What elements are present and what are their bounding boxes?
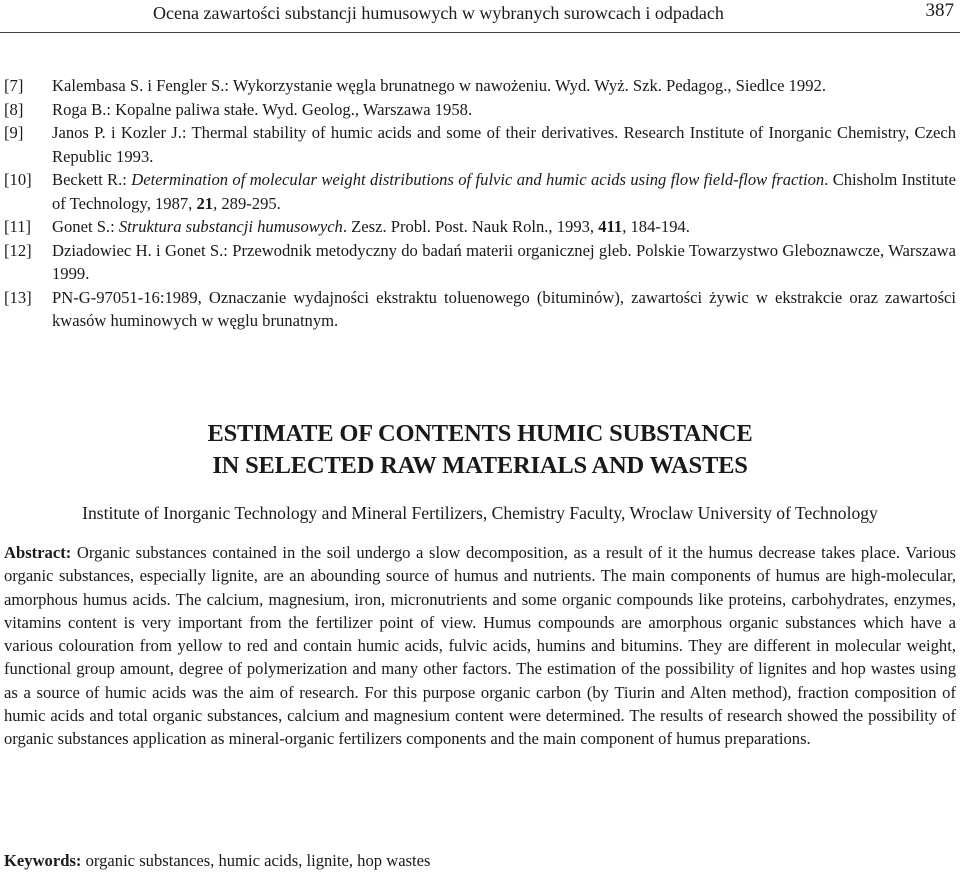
reference-number: [12] [4, 240, 32, 260]
reference-list [4, 74, 956, 333]
affiliation: Institute of Inorganic Technology and Mineral Fertilizers, Chemistry Faculty, Wroclaw University of Technology [82, 503, 878, 523]
reference-number: [8] [4, 99, 24, 119]
running-title: Ocena zawartości substancji humusowych w wybranych surowcach i odpadach [153, 3, 724, 23]
paper-title-line: IN SELECTED RAW MATERIALS AND WASTES [212, 452, 748, 479]
reference-item [4, 168, 956, 215]
keywords-text: organic substances, humic acids, lignite, hop wastes [85, 851, 431, 870]
reference-text: Janos P. i Kozler J.: Thermal stability of humic acids and some of their derivatives. Research Institute of Inorganic Chemistry, Czech Republic 1993. [52, 123, 956, 166]
abstract-text: Organic substances contained in the soil undergo a slow decomposition, as a result of it the humus decrease takes place. Various organic substances, especially lignite, are an abounding source of humus and nutrients. The main components of humus are high-molecular, amorphous humus acids. The calcium, magnesium, iron, micronutrients and some organic compounds like proteins, carbohydrates, enzymes, vitamins content is very important from the fertilizer point of view. Humus compounds are amorphous organic substances which have a various colouration from yellow to red and contain humic acids, fulvic acids, humins and bitumins. They are different in molecular weight, functional group amount, degree of polymerization and many other factors. The estimation of the possibility of lignites and hop wastes using as a source of humic acids was the aim of research. For this purpose organic carbon (by Tiurin and Alten method), fraction composition of humic acids and total organic substances, calcium and magnesium content were determined. The results of research showed the possibility of organic substances application as mineral-organic fertilizers components and the main component of humus preparations. [4, 543, 956, 749]
paper-title [0, 418, 960, 482]
reference-pages: , 184-194. [622, 217, 690, 236]
reference-authors: Gonet S.: [52, 217, 119, 236]
reference-source: . Chisholm Institute of Technology, 1987, [52, 170, 956, 213]
reference-pages: , 289-295. [213, 193, 281, 213]
paper-title-line: ESTIMATE OF CONTENTS HUMIC SUBSTANCE [207, 420, 753, 447]
reference-title: Determination of molecular weight distributions of fulvic and humic acids using flow field-flow fraction [131, 170, 825, 189]
reference-item [4, 98, 956, 122]
reference-volume: 21 [196, 193, 214, 213]
reference-source: . Zesz. Probl. Post. Nauk Roln., 1993, [342, 217, 599, 236]
reference-item [4, 286, 956, 333]
reference-authors: Beckett R.: [52, 170, 132, 189]
page-number: 387 [925, 0, 954, 21]
reference-volume: 411 [598, 217, 623, 236]
abstract [4, 541, 956, 751]
keywords-label: Keywords: [4, 851, 82, 870]
reference-item [4, 239, 956, 286]
reference-number: [9] [4, 123, 24, 142]
reference-text: Roga B.: Kopalne paliwa stałe. Wyd. Geolog., Warszawa 1958. [52, 99, 473, 119]
reference-text: Dziadowiec H. i Gonet S.: Przewodnik metodyczny do badań materii organicznej gleb. Polskie Towarzystwo Gleboznawcze, Warszawa 1999. [52, 240, 956, 283]
running-header [0, 0, 960, 33]
reference-item [4, 74, 956, 98]
reference-item [4, 121, 956, 168]
abstract-label: Abstract: [4, 543, 72, 562]
reference-number: [7] [4, 76, 24, 95]
reference-item [4, 215, 956, 239]
reference-title: Struktura substancji humusowych [118, 217, 343, 236]
reference-number: [11] [4, 217, 32, 236]
reference-number: [10] [4, 170, 32, 189]
reference-number: [13] [4, 287, 32, 307]
keywords [4, 850, 956, 872]
reference-text: PN-G-97051-16:1989, Oznaczanie wydajności ekstraktu toluenowego (bituminów), zawartości żywic w ekstrakcie oraz zawartości kwasów huminowych w węglu brunatnym. [52, 287, 956, 330]
reference-text: Kalembasa S. i Fengler S.: Wykorzystanie węgla brunatnego w nawożeniu. Wyd. Wyż. Szk. Pedagog., Siedlce 1992. [52, 76, 826, 95]
